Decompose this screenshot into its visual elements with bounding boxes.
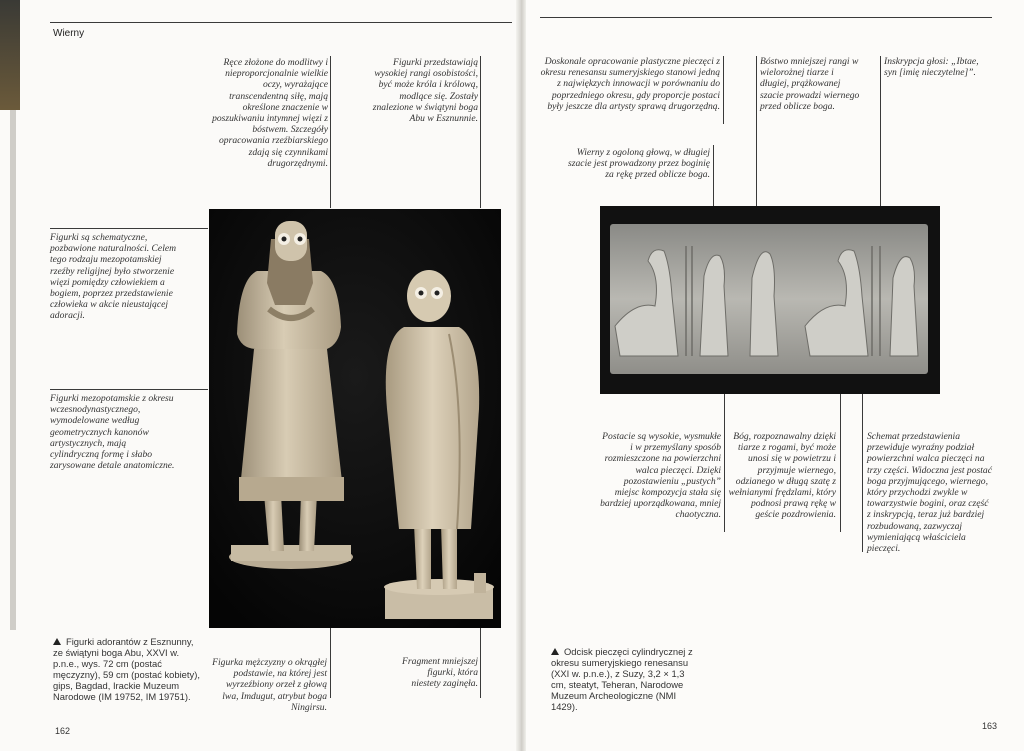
right-caption <box>551 646 701 712</box>
scan-edge-shadow <box>10 110 16 630</box>
leader-inscription <box>880 56 881 206</box>
caption-triangle-icon <box>551 648 559 655</box>
statues-photo <box>209 209 501 628</box>
leader-fragment <box>480 628 481 698</box>
leader-seal-quality <box>723 56 724 124</box>
note-god: Bóg, rozpoznawalny dzięki tiarze z rogami, być może unosi się w powietrzu i przyjmuje wiernego, odzianego w długą szatę z wełnianymi frędzlami, który podnosi prawą rękę w geście pozdrowienia. <box>728 431 836 521</box>
leader-shaved-head <box>713 145 714 206</box>
note-mesopotamian: Figurki mezopotamskie z okresu wczesnodynastycznego, wymodelowane według geometrycznych kanonów artystycznych, mają cylindryczną formę i słabo zarysowane detale anatomiczne. <box>50 393 175 472</box>
note-seal-quality: Doskonale opracowanie plastyczne pieczęci z okresu renesansu sumeryjskiego stanowi jedną z najwiękzych innowacji w porównaniu do poprzedniego okresu, gdy proporcje postaci były jeszcze dla artysty sprawą drugorzędną. <box>540 56 720 112</box>
leader-scheme <box>862 394 863 552</box>
running-head: Wierny <box>53 28 85 39</box>
note-scheme: Schemat przedstawienia przewiduje wyraźny podział powierzchni walca pieczęci na trzy części. Widoczna jest postać boga przyjmującego, wiernego, który przychodzi zwykle w towarzystwie bogini, oraz część z inskrypcją, teraz już bardziej rozbudowaną, zazwyczaj wymieniającą właściciela pieczęci. <box>867 431 992 555</box>
note-inscription: Inskrypcja głosi: „Ibtae, syn [imię nieczytelne]”. <box>884 56 979 79</box>
seal-impression-photo <box>600 206 940 394</box>
top-rule-left <box>50 22 512 23</box>
leader-deity <box>756 56 757 206</box>
caption-triangle-icon <box>53 638 61 645</box>
note-figures-rank: Figurki przedstawiają wysokiej rangi osobistości, być może króla i królową, modlące się. Zostały znalezione w świątyni boga Abu w Esznunnie. <box>372 57 478 125</box>
note-figures-tall: Postacie są wysokie, wysmukłe i w przemyślany sposób rozmieszczone na powierzchni walca pieczęci. Dzięki pozostawieniu „pustych” miejsc kompozycja stała się bardziej uporządkowana, mniej chaotyczna. <box>600 431 721 521</box>
note-hands: Ręce złożone do modlitwy i nieproporcjonalnie wielkie oczy, wyrażające transcendentną siłę, mają określone znaczenie w poszukiwaniu intymnej więzi z bóstwem. Szczegóły opracowania rzeźbiarskiego zdają się czynnikami drugorzędnymi. <box>212 57 328 169</box>
left-caption-text: Figurki adorantów z Esznunny, ze świątyni boga Abu, XXVI w. p.n.e., wys. 72 cm (postać męczyzny), 59 cm (postać kobiety), gips, Bagdad, Irackie Muzeum Narodowe (IM 19752, IM 19751). <box>53 636 200 702</box>
note-deity: Bóstwo mniejszej rangi w wielorożnej tiarze i długiej, prążkowanej szacie prowadzi wiernego przed oblicze boga. <box>760 56 860 112</box>
left-caption <box>53 636 203 702</box>
leader-figures-tall <box>724 394 725 532</box>
right-caption-text: Odcisk pieczęci cylindrycznej z okresu sumeryjskiego renesansu (XXI w. p.n.e.), z Suzy, 3,2 × 1,3 cm, steatyt, Teheran, Narodowe Muzeum Archeologiczne (NMI 1429). <box>551 646 693 712</box>
leader-male-figure <box>330 628 331 698</box>
top-rule-right <box>540 17 992 18</box>
rule-mesopotamian <box>50 389 208 390</box>
scan-edge <box>0 0 20 110</box>
leader-hands <box>330 56 331 208</box>
note-shaved-head: Wierny z ogoloną głową, w długiej szacie jest prowadzony przez boginię za rękę przed oblicze boga. <box>568 147 710 181</box>
note-schematic: Figurki są schematyczne, pozbawione naturalności. Celem tego rodzaju mezopotamskiej rzeźby religijnej było stworzenie więzi pomiędzy człowiekiem a bogiem, poprzez przedstawienie człowieka w akcie nieustającej adoracji. <box>50 232 177 322</box>
note-fragment: Fragment mniejszej figurki, która niestety zaginęła. <box>402 656 478 690</box>
leader-figures-rank <box>480 56 481 208</box>
folio-right: 163 <box>982 721 998 731</box>
leader-god <box>840 394 841 532</box>
note-male-figure: Figurka mężczyzny o okrągłej podstawie, na której jest wyrzeźbiony orzeł z głową lwa, Imdugut, atrybut boga Ningirsu. <box>212 657 327 713</box>
rule-schematic <box>50 228 208 229</box>
folio-left: 162 <box>55 726 71 736</box>
book-gutter <box>516 0 526 751</box>
